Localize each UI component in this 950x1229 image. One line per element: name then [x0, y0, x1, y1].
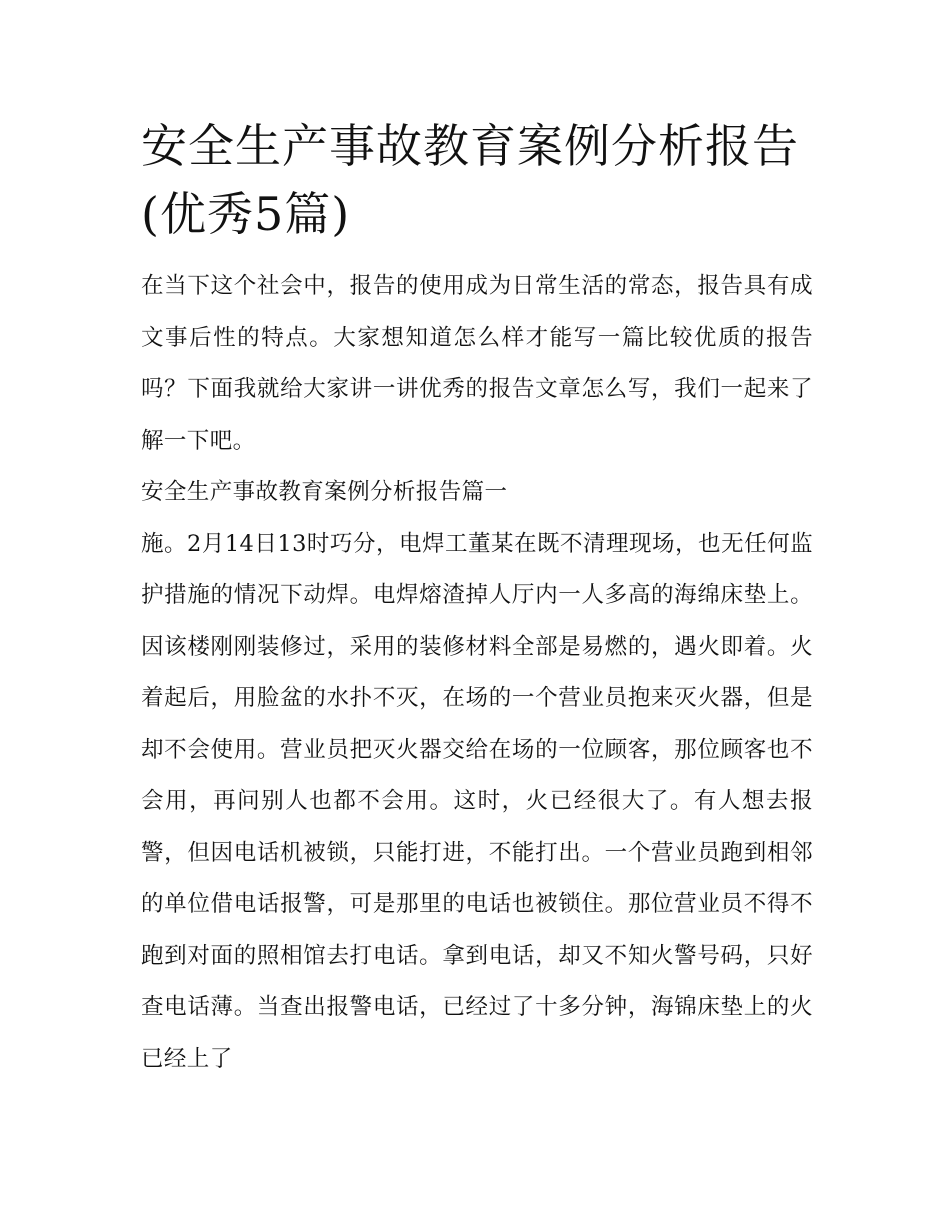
document-page	[141, 112, 813, 1085]
section-heading: 安全生产事故教育案例分析报告篇一	[141, 479, 508, 505]
intro-paragraph: 在当下这个社会中，报告的使用成为日常生活的常态，报告具有成文事后性的特点。大家想知道怎么样才能写一篇比较优质的报告吗？下面我就给大家讲一讲优秀的报告文章怎么写，我们一起来了解一下吧。	[141, 273, 813, 454]
body-paragraph: 施。2月14日13时巧分，电焊工董某在既不清理现场，也无任何监护措施的情况下动焊。电焊熔渣掉人厅内一人多高的海绵床垫上。因该楼刚刚装修过，采用的装修材料全部是易燃的，遇火即着。火着起后，用脸盆的水扑不灭，在场的一个营业员抱来灭火器，但是却不会使用。营业员把灭火器交给在场的一位顾客，那位顾客也不会用，再问别人也都不会用。这时，火已经很大了。有人想去报警，但因电话机被锁，只能打进，不能打出。一个营业员跑到相邻的单位借电话报警，可是那里的电话也被锁住。那位营业员不得不跑到对面的照相馆去打电话。拿到电话，却又不知火警号码，只好查电话薄。当查出报警电话，已经过了十多分钟，海锦床垫上的火已经上了	[141, 530, 813, 1072]
document-title: 安全生产事故教育案例分析报告(优秀5篇)	[141, 119, 799, 241]
